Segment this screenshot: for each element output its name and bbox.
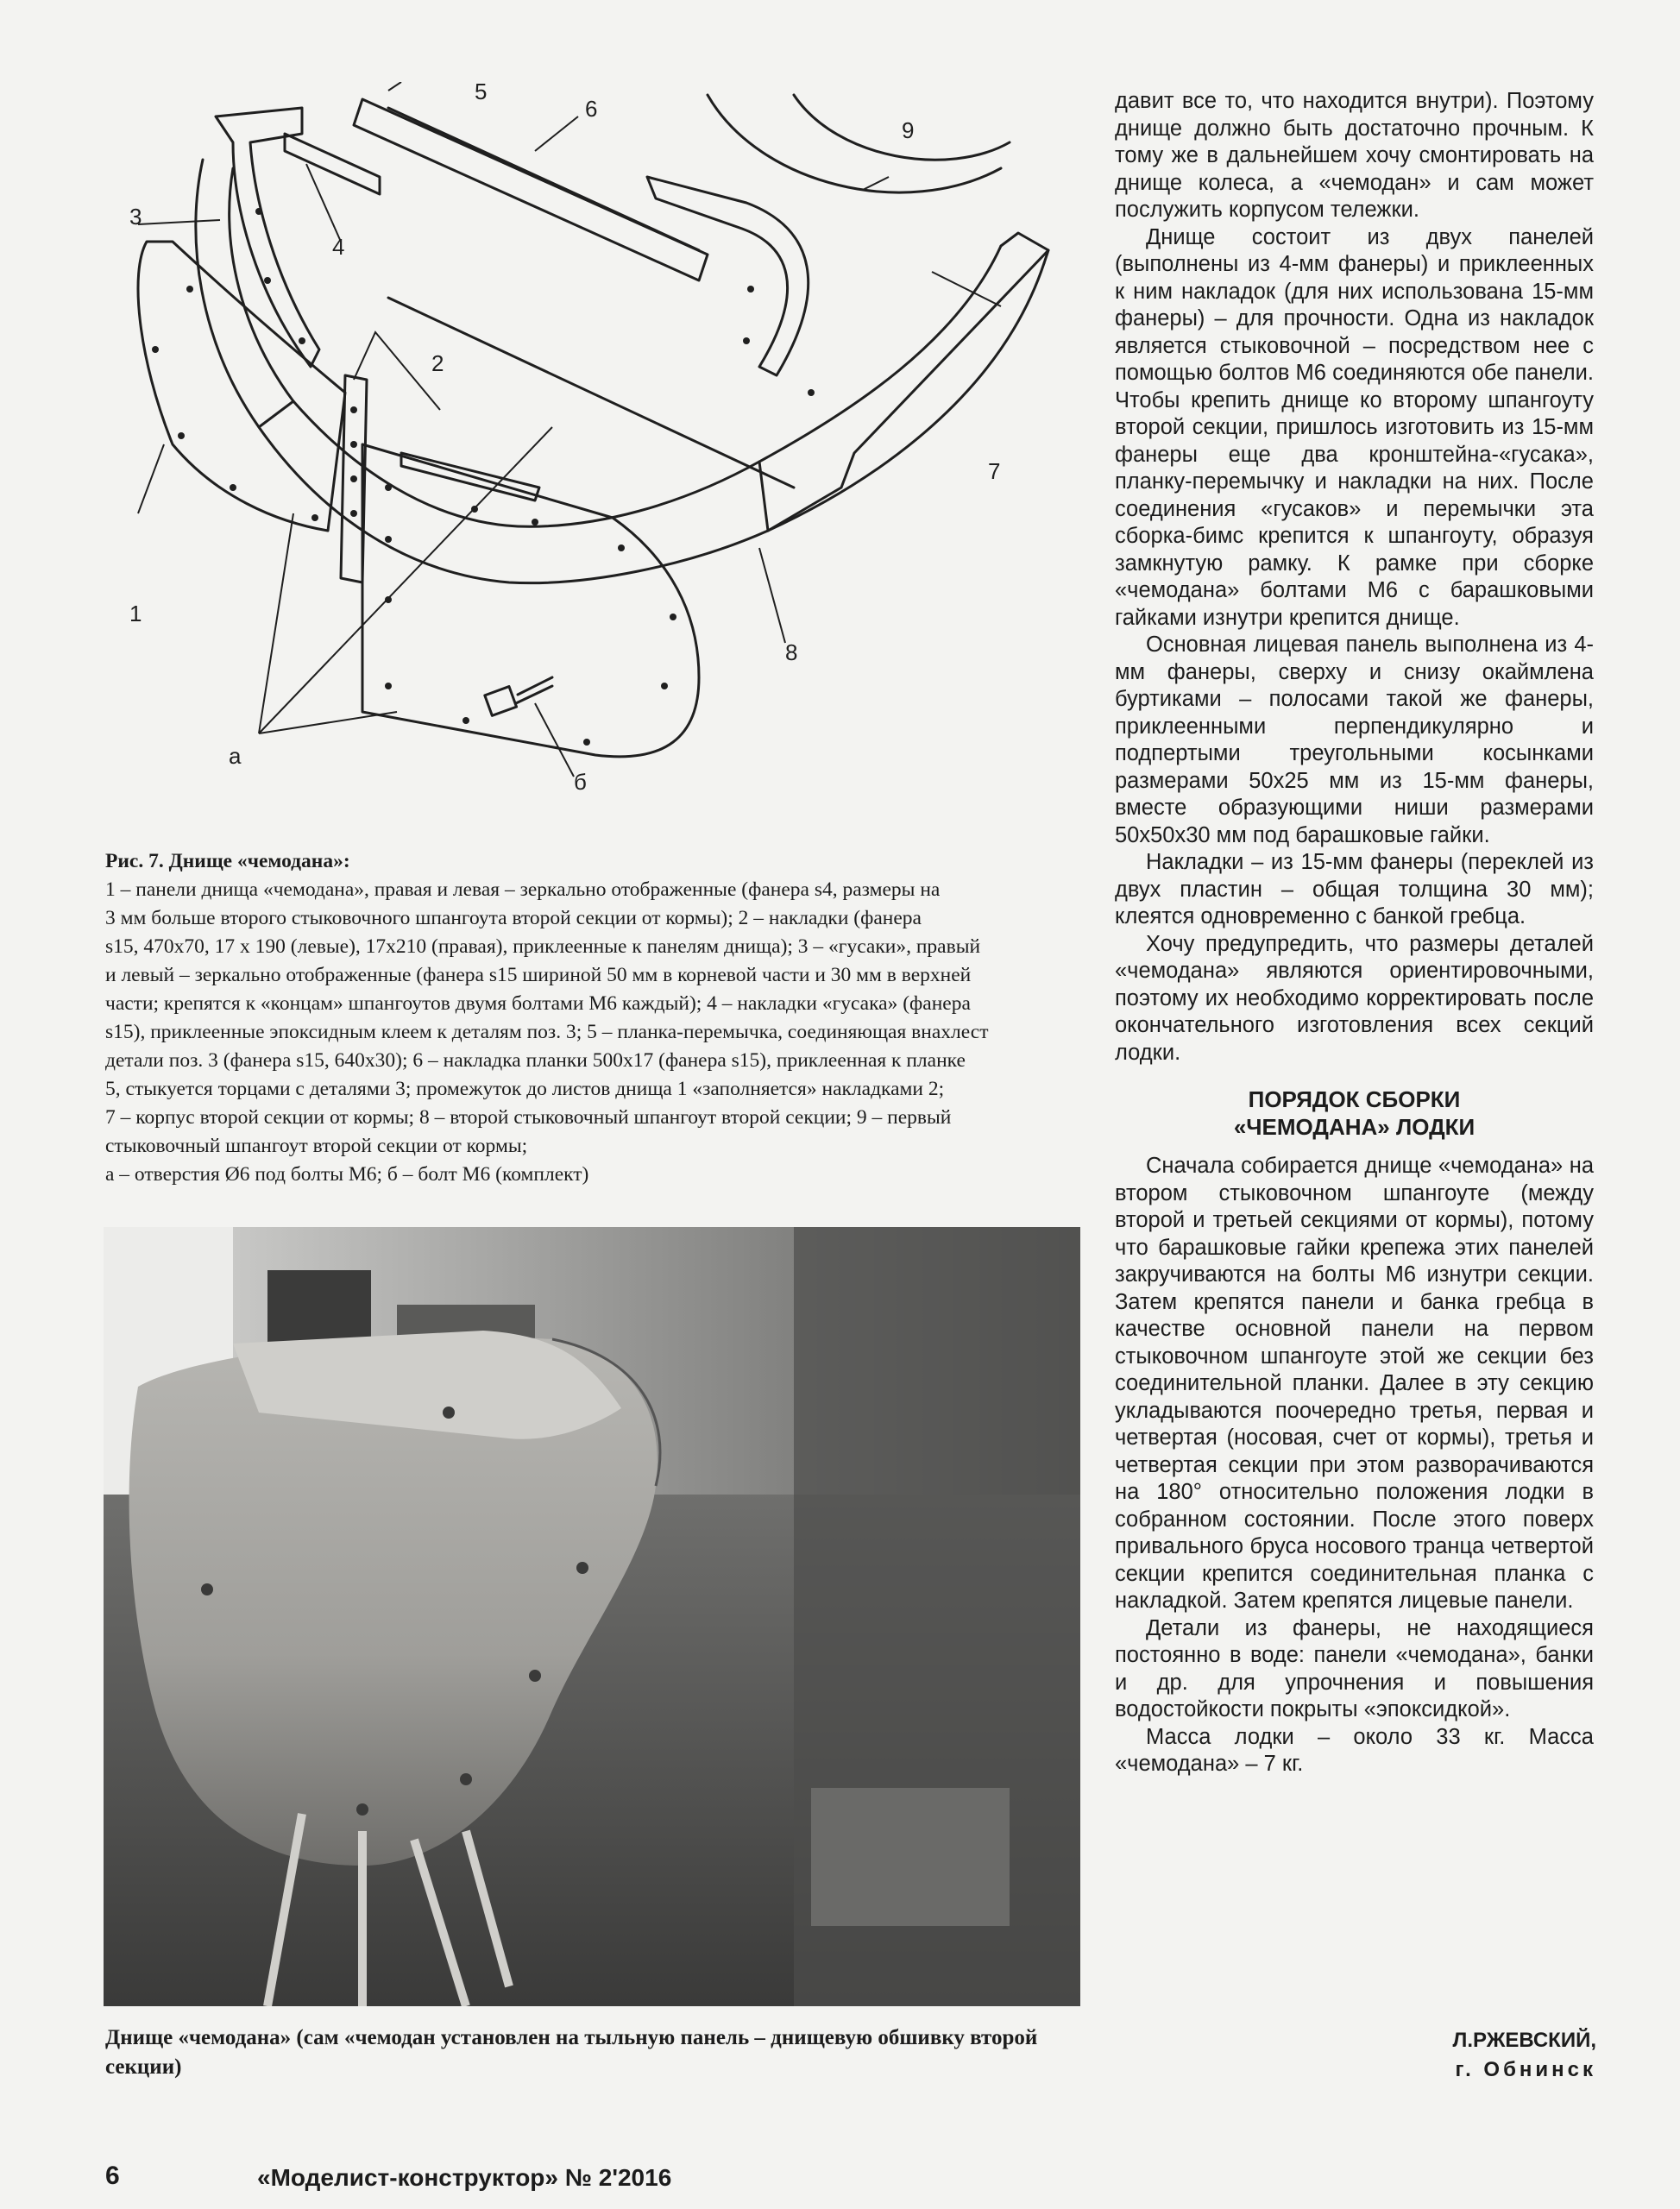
callout-6: 6 [585,96,598,122]
photo-caption: Днище «чемодана» (сам «чемодан установлен на тыльную панель – днищевую обшивку второй секции) [105,2026,1038,2079]
figure-7-drawing [104,82,1061,841]
bolt [516,677,552,703]
callout-3: 3 [129,204,142,230]
bridge-plank [354,99,708,280]
paragraph: Сначала собирается днище «чемодана» на втором стыковочном шпангоуте (между второй и третьей секциями от кормы), потому что барашковые гайки крепежа этих панелей закручиваются на болты М6 изнутри секции. Затем крепятся панели и банка гребца в качестве основной панели на первом стыковочном шпангоуте этой же секции без соединительной планки. Далее в эту секцию укладываются поочередно третья, первая и четвертая (носовая, счет от кормы), третья и четвертая секции при этом разворачиваются на 180° относительно положения лодки в собранном состоянии. После этого поверх привального бруса носового транца четвертой секции крепится соединительная планка с накладкой. Затем крепятся лицевые панели. [1115,1154,1594,1613]
callout-b: б [574,769,587,795]
paragraph: Днище состоит из двух панелей (выполнены из 4-мм фанеры) и приклеенных к ним накладок (для них использована 15-мм фанеры) – для прочности. Одна из накладок является стыковочной – посредством нее с помощью болтов М6 соединяются обе панели. Чтобы крепить днище ко второму шпангоуту второй секции, пришлось изготовить из 15-мм фанеры еще два кронштейна-«гусака», планку-перемычку и накладки на них. После соединения «гусаков» и перемычки эта сборка-бимс крепится к шпангоуту, образуя замкнутую рамку. К рамке при сборке «чемодана» болтами М6 с барашковыми гайками изнутри крепится днище. [1115,224,1594,630]
callout-a: а [229,743,242,769]
callout-8: 8 [785,639,798,665]
journal-title: «Моделист-конструктор» № 2'2016 [257,2164,672,2191]
figure-caption [105,847,1072,1189]
callout-7: 7 [988,458,1001,484]
block-4 [285,134,380,194]
caption-line: 5, стыкуется торцами с деталями 3; промежуток до листов днища 1 «заполняется» накладками 2; [105,1078,945,1100]
author-name: Л.РЖЕВСКИЙ, [1452,2029,1596,2052]
caption-line: 3 мм больше второго стыковочного шпангоута второй секции от кормы); 2 – накладки (фанера [105,907,922,929]
panel-1-right [362,444,699,757]
caption-line: и левый – зеркально отображенные (фанера s15 шириной 50 мм в корневой части и 30 мм в верхней [105,964,972,986]
paragraph: Масса лодки – около 33 кг. Масса «чемодана» – 7 кг. [1115,1724,1594,1776]
caption-line: а – отверстия Ø6 под болты М6; б – болт М6 (комплект) [105,1163,589,1186]
caption-line: части; крепятся к «концам» шпангоутов двумя болтами М6 каждый); 4 – накладки «гусака» (фанера [105,992,971,1015]
caption-line: стыковочный шпангоут второй секции от кормы; [105,1135,528,1157]
paragraph: Накладки – из 15-мм фанеры (переклей из двух пластин – общая толщина 30 мм); клеятся одновременно с банкой гребца. [1115,850,1594,928]
section-heading [1115,1086,1594,1141]
callout-1: 1 [129,601,142,626]
section-heading-line: ПОРЯДОК СБОРКИ [1248,1086,1461,1112]
goose-right [647,177,809,375]
author-city: г. Обнинск [1455,2058,1596,2081]
caption-line: детали поз. 3 (фанера s15, 640х30); 6 – накладка планки 500х17 (фанера s15), приклеенная к планке [105,1049,966,1072]
figure-caption-title: Рис. 7. Днище «чемодана»: [105,850,350,872]
paragraph: Детали из фанеры, не находящиеся постоянно в воде: панели «чемодана», банки и др. для упрочнения и повышения водостойкости покрыты «эпоксидкой». [1115,1615,1594,1721]
author-signature [1346,2026,1596,2085]
panel-1 [138,242,345,531]
floor-line [388,298,794,488]
caption-line: 7 – корпус второй секции от кормы; 8 – второй стыковочный шпангоут второй секции; 9 – первый [105,1106,952,1129]
callout-5: 5 [475,82,488,104]
paragraph: Основная лицевая панель выполнена из 4-мм фанеры, сверху и снизу окаймлена буртиками – полосами такой же фанеры, приклеенными перпендикулярно и подпертыми треугольными косынками размерами 50х25 мм из 15-мм фанеры, вместе образующими ниши размерами 50х50х30 мм под барашковые гайки. [1115,632,1594,847]
page-number: 6 [105,2162,120,2190]
paragraph: давит все то, что находится внутри). Поэтому днище должно быть достаточно прочным. К тому же в дальнейшем хочу смонтировать на днище колеса, а «чемодан» и сам может послужить корпусом тележки. [1115,89,1594,222]
article-text-column [1115,88,1594,1778]
caption-line: 1 – панели днища «чемодана», правая и левая – зеркально отображенные (фанера s4, размеры на [105,878,941,901]
frame-inner [230,168,1001,526]
callout-4: 4 [332,234,345,260]
caption-line: s15), приклеенные эпоксидным клеем к деталям поз. 3; 5 – планка-перемычка, соединяющая внахлест [105,1021,989,1043]
paragraph: Хочу предупредить, что размеры деталей «чемодана» являются ориентировочными, поэтому их необходимо корректировать после окончательного изготовления всех секций лодки. [1115,931,1594,1065]
frame-outer [196,160,1044,583]
section-heading-line: «ЧЕМОДАНА» ЛОДКИ [1233,1114,1476,1140]
suitcase-bottom-photo [104,1227,1080,2006]
caption-line: s15, 470х70, 17 х 190 (левые), 17х210 (правая), приклеенные к панелям днища); 3 – «гусаки», правый [105,935,981,958]
callout-9: 9 [902,117,915,143]
callout-2: 2 [431,350,444,376]
